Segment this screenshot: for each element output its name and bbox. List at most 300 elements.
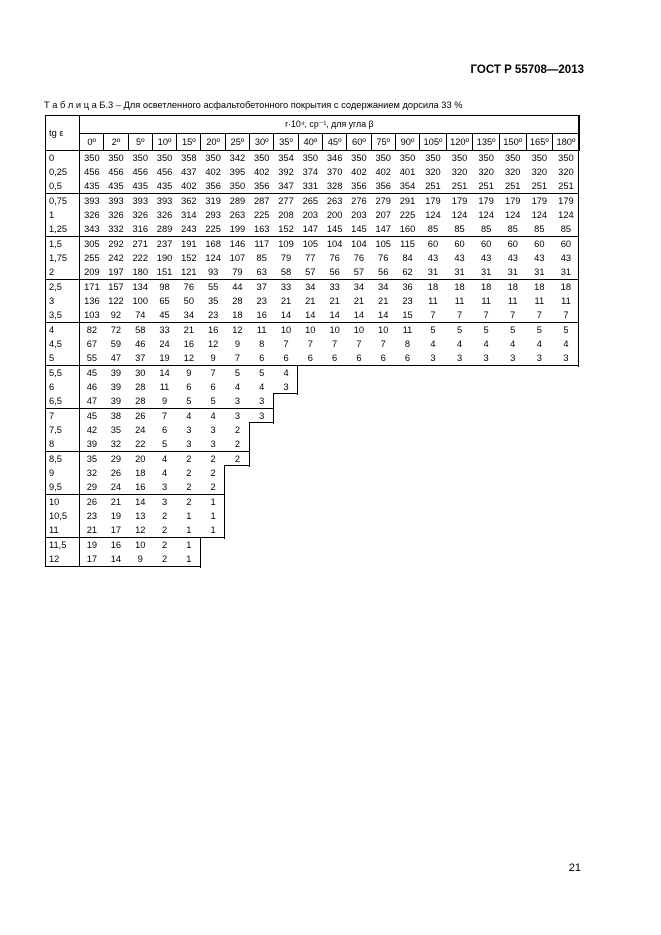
table-border-line bbox=[249, 437, 250, 453]
value-cell: 60 bbox=[499, 237, 526, 252]
empty-cell bbox=[446, 366, 473, 381]
empty-cell bbox=[298, 480, 322, 495]
value-cell: 11 bbox=[481, 296, 491, 306]
value-cell: 332 bbox=[108, 224, 124, 234]
table-row bbox=[46, 151, 580, 166]
value-cell: 168 bbox=[201, 237, 225, 252]
value-cell: 28 bbox=[135, 382, 146, 392]
value-cell: 251 bbox=[478, 181, 494, 191]
empty-cell bbox=[473, 394, 500, 409]
value-cell: 74 bbox=[135, 310, 146, 320]
value-cell: 10 bbox=[128, 538, 152, 553]
value-cell: 7 bbox=[483, 310, 489, 320]
table-border-line bbox=[578, 194, 579, 210]
value-cell: 251 bbox=[425, 181, 441, 191]
value-cell: 179 bbox=[473, 194, 500, 209]
value-cell: 109 bbox=[274, 237, 298, 252]
value-cell: 242 bbox=[108, 253, 124, 263]
value-cell: 11 bbox=[561, 296, 571, 306]
value-cell: 222 bbox=[132, 253, 148, 263]
empty-cell bbox=[553, 366, 580, 381]
empty-cell bbox=[526, 480, 553, 495]
empty-cell bbox=[298, 394, 322, 409]
empty-cell bbox=[473, 523, 500, 538]
angle-header-cell: 2º bbox=[104, 134, 128, 151]
empty-cell bbox=[499, 509, 526, 523]
empty-cell bbox=[250, 495, 274, 510]
value-cell: 320 bbox=[451, 167, 468, 177]
empty-cell bbox=[473, 480, 500, 495]
value-cell: 34 bbox=[371, 280, 395, 295]
value-cell: 393 bbox=[80, 194, 104, 209]
value-cell: 4 bbox=[563, 339, 569, 349]
empty-cell bbox=[322, 480, 346, 495]
value-cell: 7 bbox=[283, 339, 289, 349]
value-cell: 289 bbox=[225, 194, 249, 209]
value-cell: 237 bbox=[152, 237, 176, 252]
empty-cell bbox=[371, 509, 395, 523]
value-cell: 76 bbox=[177, 280, 201, 295]
value-cell: 45 bbox=[80, 409, 104, 424]
value-cell: 320 bbox=[558, 167, 574, 177]
value-cell: 3 bbox=[250, 409, 274, 424]
value-cell: 402 bbox=[181, 181, 197, 191]
value-cell: 136 bbox=[84, 296, 100, 306]
table-border-line bbox=[578, 179, 579, 195]
empty-cell bbox=[473, 552, 500, 567]
value-cell: 14 bbox=[353, 310, 365, 320]
table-row bbox=[46, 538, 580, 553]
value-cell: 362 bbox=[177, 194, 201, 209]
value-cell: 11 bbox=[507, 296, 518, 306]
value-cell: 314 bbox=[181, 210, 197, 220]
value-cell: 56 bbox=[329, 267, 340, 277]
value-cell: 402 bbox=[205, 167, 221, 177]
value-cell: 374 bbox=[302, 167, 319, 177]
table-row bbox=[46, 179, 580, 194]
value-cell: 350 bbox=[395, 151, 419, 166]
empty-cell bbox=[322, 409, 346, 424]
value-cell: 9 bbox=[234, 339, 241, 349]
value-cell: 1 bbox=[186, 525, 192, 535]
tg-cell: 1 bbox=[46, 208, 80, 222]
value-cell: 2 bbox=[177, 452, 201, 467]
value-cell: 350 bbox=[420, 151, 447, 166]
empty-cell bbox=[347, 366, 371, 381]
value-cell: 76 bbox=[329, 253, 340, 263]
table-border-line bbox=[224, 466, 225, 481]
empty-cell bbox=[553, 509, 580, 523]
value-cell: 34 bbox=[183, 310, 194, 320]
table-row bbox=[46, 280, 580, 295]
empty-cell bbox=[347, 452, 371, 467]
value-cell: 14 bbox=[378, 310, 389, 320]
empty-cell bbox=[526, 466, 553, 480]
value-cell: 11 bbox=[534, 296, 545, 306]
value-cell: 38 bbox=[104, 409, 128, 424]
value-cell: 199 bbox=[229, 224, 246, 234]
table-border-line bbox=[200, 537, 225, 538]
value-cell: 6 bbox=[186, 382, 192, 392]
empty-cell bbox=[499, 466, 526, 480]
empty-cell bbox=[322, 380, 346, 394]
tg-cell: 10 bbox=[46, 495, 80, 510]
value-cell: 85 bbox=[507, 224, 518, 234]
document-code: ГОСТ Р 55708—2013 bbox=[470, 64, 584, 76]
value-cell: 20 bbox=[128, 452, 152, 467]
value-cell: 4 bbox=[510, 339, 516, 349]
tg-cell: 5,5 bbox=[46, 366, 80, 381]
angle-header-cell: 90º bbox=[395, 134, 419, 151]
empty-cell bbox=[371, 538, 395, 553]
value-cell: 347 bbox=[278, 181, 294, 191]
table-border-line bbox=[224, 509, 225, 524]
value-cell: 251 bbox=[504, 181, 521, 191]
value-cell: 12 bbox=[207, 339, 219, 349]
empty-cell bbox=[395, 552, 419, 567]
value-cell: 326 bbox=[132, 210, 148, 220]
angle-header-cell: 20º bbox=[201, 134, 225, 151]
value-cell: 1 bbox=[186, 511, 192, 521]
value-cell: 10 bbox=[274, 323, 298, 338]
value-cell: 5 bbox=[446, 323, 473, 338]
angle-header-cell: 75º bbox=[371, 134, 395, 151]
empty-cell bbox=[499, 423, 526, 437]
value-cell: 104 bbox=[347, 237, 371, 252]
value-cell: 11 bbox=[395, 323, 419, 338]
angle-header-cell: 30º bbox=[250, 134, 274, 151]
value-cell: 100 bbox=[132, 296, 148, 306]
empty-cell bbox=[371, 495, 395, 510]
value-cell: 152 bbox=[181, 253, 197, 263]
value-cell: 9 bbox=[137, 554, 143, 565]
value-cell: 320 bbox=[425, 167, 441, 177]
tg-cell: 1,25 bbox=[46, 222, 80, 237]
value-cell: 85 bbox=[534, 224, 545, 234]
value-cell: 21 bbox=[86, 525, 98, 535]
value-cell: 7 bbox=[152, 409, 176, 424]
empty-cell bbox=[371, 409, 395, 424]
value-cell: 5 bbox=[250, 366, 274, 381]
value-cell: 79 bbox=[232, 267, 243, 277]
value-cell: 5 bbox=[420, 323, 447, 338]
empty-cell bbox=[322, 452, 346, 467]
value-cell: 350 bbox=[201, 151, 225, 166]
table-row bbox=[46, 366, 580, 381]
value-cell: 58 bbox=[128, 323, 152, 338]
value-cell: 5 bbox=[526, 323, 553, 338]
value-cell: 7 bbox=[307, 339, 313, 349]
value-cell: 197 bbox=[108, 267, 124, 277]
empty-cell bbox=[446, 509, 473, 523]
tg-cell: 1,5 bbox=[46, 237, 80, 252]
empty-cell bbox=[420, 366, 447, 381]
empty-cell bbox=[322, 495, 346, 510]
value-cell: 37 bbox=[250, 280, 274, 295]
empty-cell bbox=[274, 495, 298, 510]
table-border-line bbox=[249, 423, 250, 438]
value-cell: 35 bbox=[110, 425, 122, 435]
empty-cell bbox=[473, 366, 500, 381]
value-cell: 350 bbox=[347, 151, 371, 166]
value-cell: 16 bbox=[256, 310, 267, 320]
value-cell: 3 bbox=[456, 353, 463, 364]
value-cell: 10 bbox=[347, 323, 371, 338]
table-row bbox=[46, 523, 580, 538]
table-border-line bbox=[224, 495, 225, 511]
table-row bbox=[46, 308, 580, 323]
table-row bbox=[46, 337, 580, 351]
tg-cell: 2 bbox=[46, 265, 80, 280]
value-cell: 6 bbox=[332, 353, 338, 364]
empty-cell bbox=[446, 552, 473, 567]
table-border-line bbox=[200, 538, 201, 554]
value-cell: 203 bbox=[302, 210, 319, 220]
value-cell: 326 bbox=[108, 210, 124, 220]
empty-cell bbox=[526, 409, 553, 424]
value-cell: 2 bbox=[225, 452, 249, 467]
value-cell: 21 bbox=[177, 323, 201, 338]
value-cell: 319 bbox=[201, 194, 225, 209]
empty-cell bbox=[420, 509, 447, 523]
value-cell: 145 bbox=[351, 224, 367, 234]
value-cell: 11 bbox=[250, 323, 274, 338]
value-cell: 152 bbox=[278, 224, 294, 234]
angle-header-cell: 10º bbox=[152, 134, 176, 151]
value-cell: 2 bbox=[161, 554, 168, 565]
value-cell: 39 bbox=[104, 366, 128, 381]
table-border-line bbox=[578, 222, 579, 238]
value-cell: 55 bbox=[201, 280, 225, 295]
angle-group-header: r·10⁴, ср⁻¹, для угла β bbox=[80, 116, 580, 134]
value-cell: 6 bbox=[356, 353, 362, 364]
tg-cell: 9,5 bbox=[46, 480, 80, 495]
empty-cell bbox=[298, 495, 322, 510]
empty-cell bbox=[347, 552, 371, 567]
angle-header-cell: 5º bbox=[128, 134, 152, 151]
table-border-line bbox=[224, 480, 225, 496]
value-cell: 163 bbox=[253, 224, 270, 234]
value-cell: 105 bbox=[298, 237, 322, 252]
value-cell: 356 bbox=[205, 181, 221, 191]
value-cell: 350 bbox=[499, 151, 526, 166]
value-cell: 84 bbox=[402, 253, 413, 263]
value-cell: 10 bbox=[298, 323, 322, 338]
empty-cell bbox=[420, 538, 447, 553]
empty-cell bbox=[446, 437, 473, 452]
value-cell: 21 bbox=[378, 296, 389, 306]
value-cell: 19 bbox=[159, 353, 170, 363]
empty-cell bbox=[553, 437, 580, 452]
value-cell: 57 bbox=[353, 267, 365, 277]
value-cell: 19 bbox=[80, 538, 104, 553]
data-table bbox=[45, 115, 580, 567]
value-cell: 46 bbox=[135, 339, 146, 349]
value-cell: 85 bbox=[454, 224, 465, 234]
table-row bbox=[46, 552, 580, 567]
value-cell: 124 bbox=[558, 210, 574, 220]
angle-header-cell: 60º bbox=[347, 134, 371, 151]
empty-cell bbox=[420, 523, 447, 538]
value-cell: 15 bbox=[402, 310, 413, 320]
value-cell: 18 bbox=[526, 280, 553, 295]
empty-cell bbox=[395, 466, 419, 480]
empty-cell bbox=[371, 552, 395, 567]
empty-cell bbox=[395, 394, 419, 409]
empty-cell bbox=[347, 523, 371, 538]
table-row bbox=[46, 251, 580, 265]
value-cell: 3 bbox=[283, 382, 289, 392]
value-cell: 103 bbox=[84, 310, 100, 320]
empty-cell bbox=[473, 452, 500, 467]
value-cell: 59 bbox=[110, 339, 122, 349]
empty-cell bbox=[420, 495, 447, 510]
empty-cell bbox=[420, 437, 447, 452]
empty-cell bbox=[298, 380, 322, 394]
empty-cell bbox=[274, 466, 298, 480]
value-cell: 26 bbox=[110, 468, 122, 478]
empty-cell bbox=[322, 423, 346, 437]
empty-cell bbox=[473, 466, 500, 480]
value-cell: 328 bbox=[326, 181, 343, 191]
value-cell: 4 bbox=[274, 366, 298, 381]
value-cell: 124 bbox=[205, 253, 221, 263]
value-cell: 57 bbox=[305, 267, 316, 277]
empty-cell bbox=[526, 495, 553, 510]
value-cell: 124 bbox=[425, 210, 441, 220]
value-cell: 3 bbox=[152, 495, 176, 510]
empty-cell bbox=[322, 552, 346, 567]
table-row bbox=[46, 323, 580, 338]
value-cell: 43 bbox=[534, 253, 545, 263]
value-cell: 2 bbox=[152, 538, 176, 553]
value-cell: 401 bbox=[399, 167, 416, 177]
empty-cell bbox=[322, 366, 346, 381]
table-border-line bbox=[578, 337, 579, 352]
value-cell: 5 bbox=[225, 366, 249, 381]
value-cell: 350 bbox=[152, 151, 176, 166]
value-cell: 16 bbox=[104, 538, 128, 553]
value-cell: 276 bbox=[347, 194, 371, 209]
value-cell: 147 bbox=[302, 224, 319, 234]
value-cell: 14 bbox=[329, 310, 340, 320]
value-cell: 3 bbox=[430, 353, 436, 364]
value-cell: 65 bbox=[159, 296, 170, 306]
value-cell: 147 bbox=[375, 224, 391, 234]
table-border-line bbox=[578, 294, 579, 309]
empty-cell bbox=[553, 523, 580, 538]
empty-cell bbox=[322, 437, 346, 452]
value-cell: 14 bbox=[152, 366, 176, 381]
value-cell: 26 bbox=[80, 495, 104, 510]
empty-cell bbox=[553, 380, 580, 394]
empty-cell bbox=[225, 552, 249, 567]
value-cell: 60 bbox=[526, 237, 553, 252]
value-cell: 76 bbox=[353, 253, 365, 263]
empty-cell bbox=[274, 552, 298, 567]
value-cell: 21 bbox=[280, 296, 292, 306]
empty-cell bbox=[371, 480, 395, 495]
tg-cell: 10,5 bbox=[46, 509, 80, 523]
empty-cell bbox=[298, 409, 322, 424]
empty-cell bbox=[473, 409, 500, 424]
angle-header-cell: 25º bbox=[225, 134, 249, 151]
empty-cell bbox=[298, 523, 322, 538]
value-cell: 402 bbox=[351, 167, 367, 177]
value-cell: 121 bbox=[181, 267, 197, 277]
page-number: 21 bbox=[568, 862, 581, 874]
value-cell: 1 bbox=[201, 495, 225, 510]
empty-cell bbox=[347, 394, 371, 409]
value-cell: 456 bbox=[132, 167, 148, 177]
value-cell: 35 bbox=[207, 296, 219, 306]
empty-cell bbox=[371, 466, 395, 480]
empty-cell bbox=[420, 380, 447, 394]
tg-cell: 8 bbox=[46, 437, 80, 452]
empty-cell bbox=[446, 466, 473, 480]
empty-cell bbox=[499, 394, 526, 409]
value-cell: 56 bbox=[378, 267, 389, 277]
value-cell: 3 bbox=[161, 482, 168, 492]
value-cell: 203 bbox=[351, 210, 367, 220]
empty-cell bbox=[371, 437, 395, 452]
value-cell: 67 bbox=[86, 339, 98, 349]
empty-cell bbox=[225, 495, 249, 510]
table-border-line bbox=[578, 323, 579, 339]
empty-cell bbox=[322, 509, 346, 523]
empty-cell bbox=[371, 366, 395, 381]
tg-cell: 0 bbox=[46, 151, 80, 166]
empty-cell bbox=[499, 480, 526, 495]
value-cell: 22 bbox=[135, 439, 146, 449]
empty-cell bbox=[526, 552, 553, 567]
value-cell: 225 bbox=[399, 210, 416, 220]
value-cell: 3 bbox=[186, 439, 192, 449]
value-cell: 18 bbox=[499, 280, 526, 295]
value-cell: 105 bbox=[371, 237, 395, 252]
value-cell: 287 bbox=[250, 194, 274, 209]
tg-cell: 8,5 bbox=[46, 452, 80, 467]
table-border-line bbox=[578, 237, 579, 253]
empty-cell bbox=[225, 538, 249, 553]
empty-cell bbox=[371, 423, 395, 437]
empty-cell bbox=[298, 423, 322, 437]
value-cell: 370 bbox=[326, 167, 343, 177]
empty-cell bbox=[553, 466, 580, 480]
value-cell: 31 bbox=[534, 267, 545, 277]
empty-cell bbox=[395, 495, 419, 510]
value-cell: 107 bbox=[229, 253, 246, 263]
value-cell: 23 bbox=[207, 310, 219, 320]
value-cell: 326 bbox=[84, 210, 100, 220]
empty-cell bbox=[298, 552, 322, 567]
value-cell: 19 bbox=[110, 511, 122, 521]
empty-cell bbox=[446, 480, 473, 495]
table-row bbox=[46, 394, 580, 409]
empty-cell bbox=[526, 394, 553, 409]
empty-cell bbox=[499, 523, 526, 538]
value-cell: 320 bbox=[504, 167, 521, 177]
angle-header-cell: 180º bbox=[553, 134, 580, 151]
value-cell: 2 bbox=[177, 495, 201, 510]
empty-cell bbox=[446, 380, 473, 394]
value-cell: 12 bbox=[183, 353, 194, 363]
empty-cell bbox=[526, 380, 553, 394]
value-cell: 316 bbox=[132, 224, 148, 234]
value-cell: 320 bbox=[478, 167, 494, 177]
value-cell: 21 bbox=[305, 296, 316, 306]
value-cell: 85 bbox=[427, 224, 439, 234]
